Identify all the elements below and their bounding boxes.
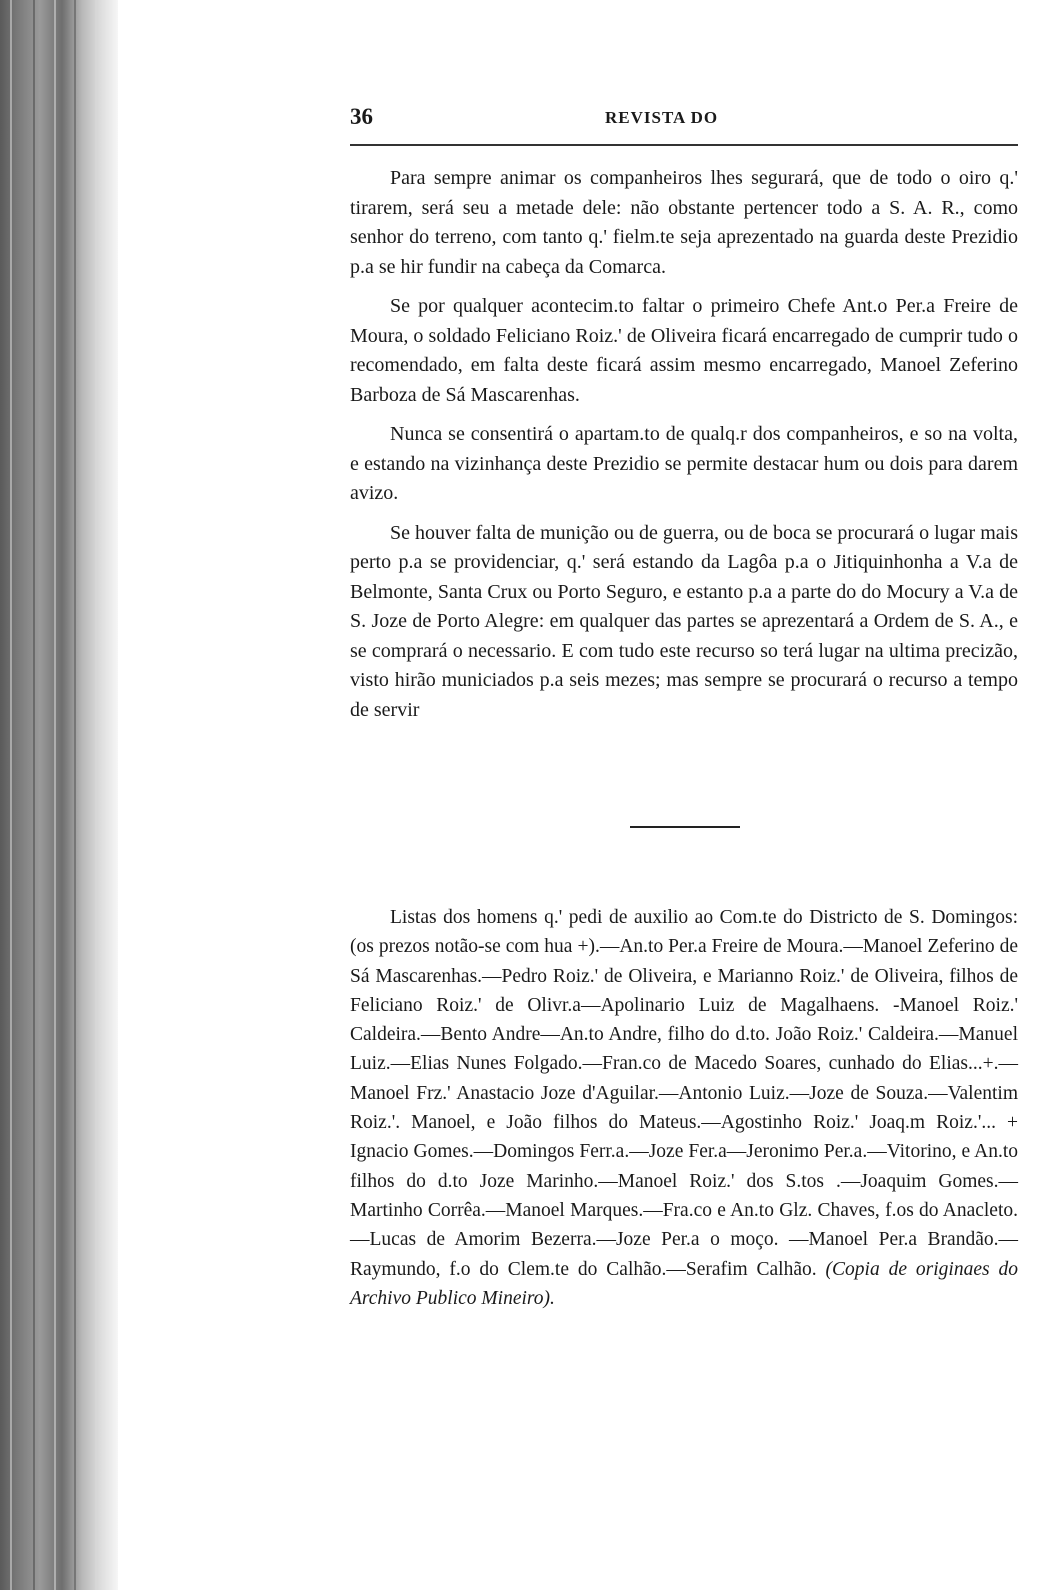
scan-streak — [74, 0, 76, 1590]
body-paragraph: Nunca se consentirá o apartam.to de qualq.r dos companheiros, e so na volta, e estando na vizinhança deste Prezidio se permite destacar hum ou dois para darem avizo. — [350, 423, 1018, 504]
body-text — [350, 164, 1018, 735]
section-divider — [630, 826, 740, 828]
scan-streak — [10, 0, 12, 1590]
page-number: 36 — [350, 104, 373, 129]
scan-streak — [95, 0, 97, 1590]
running-head — [350, 100, 1020, 140]
source-note: (Copia de originaes do Archivo Publico Mineiro). — [350, 1258, 1018, 1309]
header-rule — [350, 144, 1018, 146]
list-text: Listas dos homens q.' pedi de auxilio ao Com.te do Districto de S. Domingos: (os prezos notão-se com hua +).—An.to Per.a Freire de Moura.—Manoel Zeferino de Sá Mascarenhas.—Pedro Roiz.' de Oliveira, e Marianno Roiz.' de Oliveira, filhos de Feliciano Roiz.' de Olivr.a—Apolinario Luiz de Magalhaens. -Manoel Roiz.' Caldeira.—Bento Andre—An.to Andre, filho do d.to. João Roiz.' Caldeira.—Manuel Luiz.—Elias Nunes Folgado.—Fran.co de Macedo Soares, cunhado do Elias...+.—Manoel Frz.' Anastacio Joze d'Aguilar.—Antonio Luiz.—Joze de Souza.—Valentim Roiz.'. Manoel, e João filhos do Mateus.—Agostinho Roiz.' Joaq.m Roiz.'... + Ignacio Gomes.—Domingos Ferr.a.—Joze Fer.a—Jeronimo Per.a.—Vitorino, e An.to filhos do d.to Joze Marinho.—Manoel Roiz.' dos S.tos .—Joaquim Gomes.—Martinho Corrêa.—Manoel Marques.—Fra.co e An.to Glz. Chaves, f.os do Anacleto.—Lucas de Amorim Bezerra.—Joze Per.a o moço. —Manoel Per.a Brandão.—Raymundo, f.o do Clem.te do Calhão.—Serafim Calhão. — [350, 907, 1018, 1280]
running-title: REVISTA DO — [605, 108, 719, 127]
body-paragraph: Para sempre animar os companheiros lhes segurará, que de todo o oiro q.' tirarem, será seu a metade dele: não obstante pertencer todo a S. A. R., como senhor do terreno, com tanto q.' fielm.te seja aprezentado na guarda deste Prezidio p.a se hir fundir na cabeça da Comarca. — [350, 167, 1018, 278]
body-paragraph: Se houver falta de munição ou de guerra, ou de boca se procurará o lugar mais perto p.a se providenciar, q.' será estando da Lagôa p.a o Jitiquinhonha a V.a de Belmonte, Santa Crux ou Porto Seguro, e estanto p.a a parte do do Mocury a V.a de S. Joze de Porto Alegre: em qualquer das partes se aprezentará a Ordem de S. A., e se comprará o necessario. E com tudo este recurso so terá lugar na ultima precizão, visto hirão municiados p.a seis mezes; mas sempre se procurará o recurso a tempo de servir — [350, 521, 1018, 721]
list-of-men — [350, 903, 1018, 1313]
scan-streak — [33, 0, 35, 1590]
scan-binding-edge — [0, 0, 118, 1590]
body-paragraph: Se por qualquer acontecim.to faltar o primeiro Chefe Ant.o Per.a Freire de Moura, o soldado Feliciano Roiz.' de Oliveira ficará encarregado de cumprir tudo o recomendado, em falta deste ficará assim mesmo encarregado, Manoel Zeferino Barboza de Sá Mascarenhas. — [350, 295, 1018, 406]
list-paragraph — [350, 903, 1018, 1313]
document-page — [350, 100, 1020, 1309]
scan-streak — [54, 0, 56, 1590]
